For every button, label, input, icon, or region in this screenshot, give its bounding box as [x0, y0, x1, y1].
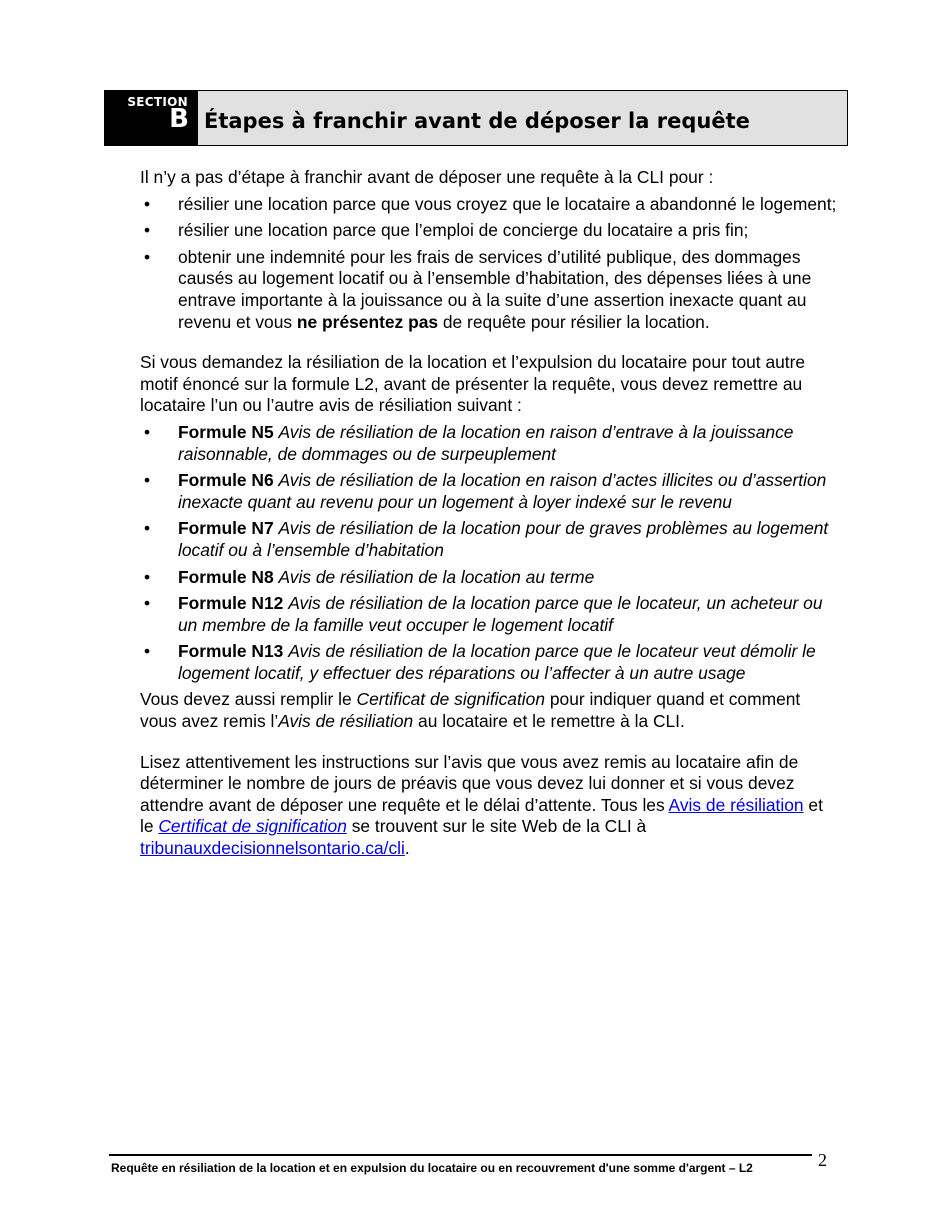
list-item-text: obtenir une indemnité pour les frais de services d’utilité publique, des dommages causés au logement locatif ou à l’ensemble d’habitation, des dépenses liées à une entrave importante à la jouissance ou à la suite d’une assertion inexacte quant au revenu et vous	[178, 246, 812, 332]
bullet: •	[144, 566, 151, 587]
certificate-link[interactable]	[158, 816, 347, 836]
section-label	[105, 91, 198, 145]
footer-text: Requête en résiliation de la location et en expulsion du locataire ou en recouvrement d'une somme d'argent – L2	[111, 1161, 753, 1175]
bullet: •	[144, 593, 151, 614]
paragraph-text: au locataire et le remettre à la CLI.	[413, 711, 685, 732]
notice-title: Avis de résiliation	[278, 711, 414, 732]
website-link[interactable]: tribunauxdecisionnelsontario.ca/cli	[140, 838, 405, 859]
form-item	[140, 518, 840, 561]
section-header	[104, 90, 848, 146]
form-code: Formule N13	[178, 641, 284, 662]
form-code: Formule N5	[178, 421, 274, 442]
list-item-text: résilier une location parce que vous croyez que le locataire a abandonné le logement;	[178, 193, 837, 214]
certificate-paragraph	[140, 689, 840, 732]
emphasis-text: ne présentez pas	[296, 311, 439, 332]
paragraph-text: .	[404, 838, 410, 859]
form-code: Formule N12	[178, 593, 284, 614]
form-title: Avis de résiliation de la location en raison d’entrave à la jouissance raisonnable, de dommages ou de surpeuplement	[178, 421, 794, 464]
list-item	[140, 194, 840, 216]
form-item	[140, 470, 840, 513]
footer-rule	[109, 1154, 812, 1156]
section-title: Étapes à franchir avant de déposer la requête	[204, 109, 750, 133]
notice-intro-paragraph: Si vous demandez la résiliation de la location et l’expulsion du locataire pour tout autre motif énoncé sur la formule L2, avant de présenter la requête, vous devez remettre au locataire l’un ou l’autre avis de résiliation suivant :	[140, 352, 806, 416]
bullet: •	[144, 246, 151, 267]
form-item	[140, 422, 840, 465]
form-title: Avis de résiliation de la location en raison d’actes illicites ou d’assertion inexacte quant au revenu pour un logement à loyer indexé sur le revenu	[178, 470, 827, 512]
list-item	[140, 247, 840, 333]
paragraph-text: et le	[140, 794, 823, 837]
form-title: Avis de résiliation de la location pour de graves problèmes au logement locatif ou à l’ensemble d’habitation	[178, 518, 829, 560]
paragraph-text: pour indiquer quand et comment vous avez remis l’	[140, 689, 801, 732]
form-title: Avis de résiliation de la location au terme	[278, 566, 595, 587]
certificate-link-text[interactable]: Certificat de signification	[158, 816, 347, 837]
form-item	[140, 567, 840, 589]
instructions-paragraph	[140, 752, 840, 860]
page-number: 2	[818, 1150, 827, 1170]
no-step-list	[140, 194, 840, 334]
bullet: •	[144, 220, 151, 241]
form-item	[140, 641, 840, 684]
certificate-title: Certificat de signification	[356, 689, 546, 710]
bullet: •	[144, 421, 151, 442]
list-item-text: de requête pour résilier la location.	[438, 311, 710, 332]
bullet: •	[144, 470, 151, 491]
notices-link[interactable]: Avis de résiliation	[668, 794, 804, 815]
section-letter: B	[169, 104, 189, 134]
intro-paragraph: Il n’y a pas d’étape à franchir avant de déposer une requête à la CLI pour :	[140, 167, 714, 187]
list-item	[140, 220, 840, 242]
paragraph-text: Vous devez aussi remplir le	[140, 689, 357, 710]
forms-list	[140, 422, 840, 685]
section-word: SECTION	[127, 95, 188, 109]
form-code: Formule N7	[178, 518, 274, 539]
list-item-text: résilier une location parce que l’emploi de concierge du locataire a pris fin;	[178, 220, 749, 241]
form-code: Formule N6	[178, 470, 274, 491]
bullet: •	[144, 518, 151, 539]
bullet: •	[144, 193, 151, 214]
form-title: Avis de résiliation de la location parce que le locateur, un acheteur ou un membre de la famille veut occuper le logement locatif	[178, 593, 823, 635]
section-content	[140, 167, 840, 860]
paragraph-text: se trouvent sur le site Web de la CLI à	[346, 816, 647, 837]
bullet: •	[144, 641, 151, 662]
form-title: Avis de résiliation de la location parce que le locateur veut démolir le logement locatif, y effectuer des réparations ou l’affecter à un autre usage	[178, 641, 816, 683]
paragraph-text: Lisez attentivement les instructions sur l’avis que vous avez remis au locataire afin de déterminer le nombre de jours de préavis que vous devez lui donner et si vous devez attendre avant de déposer une requête et le délai d’attente. Tous les	[140, 751, 799, 815]
form-code: Formule N8	[178, 566, 274, 587]
form-item	[140, 593, 840, 636]
